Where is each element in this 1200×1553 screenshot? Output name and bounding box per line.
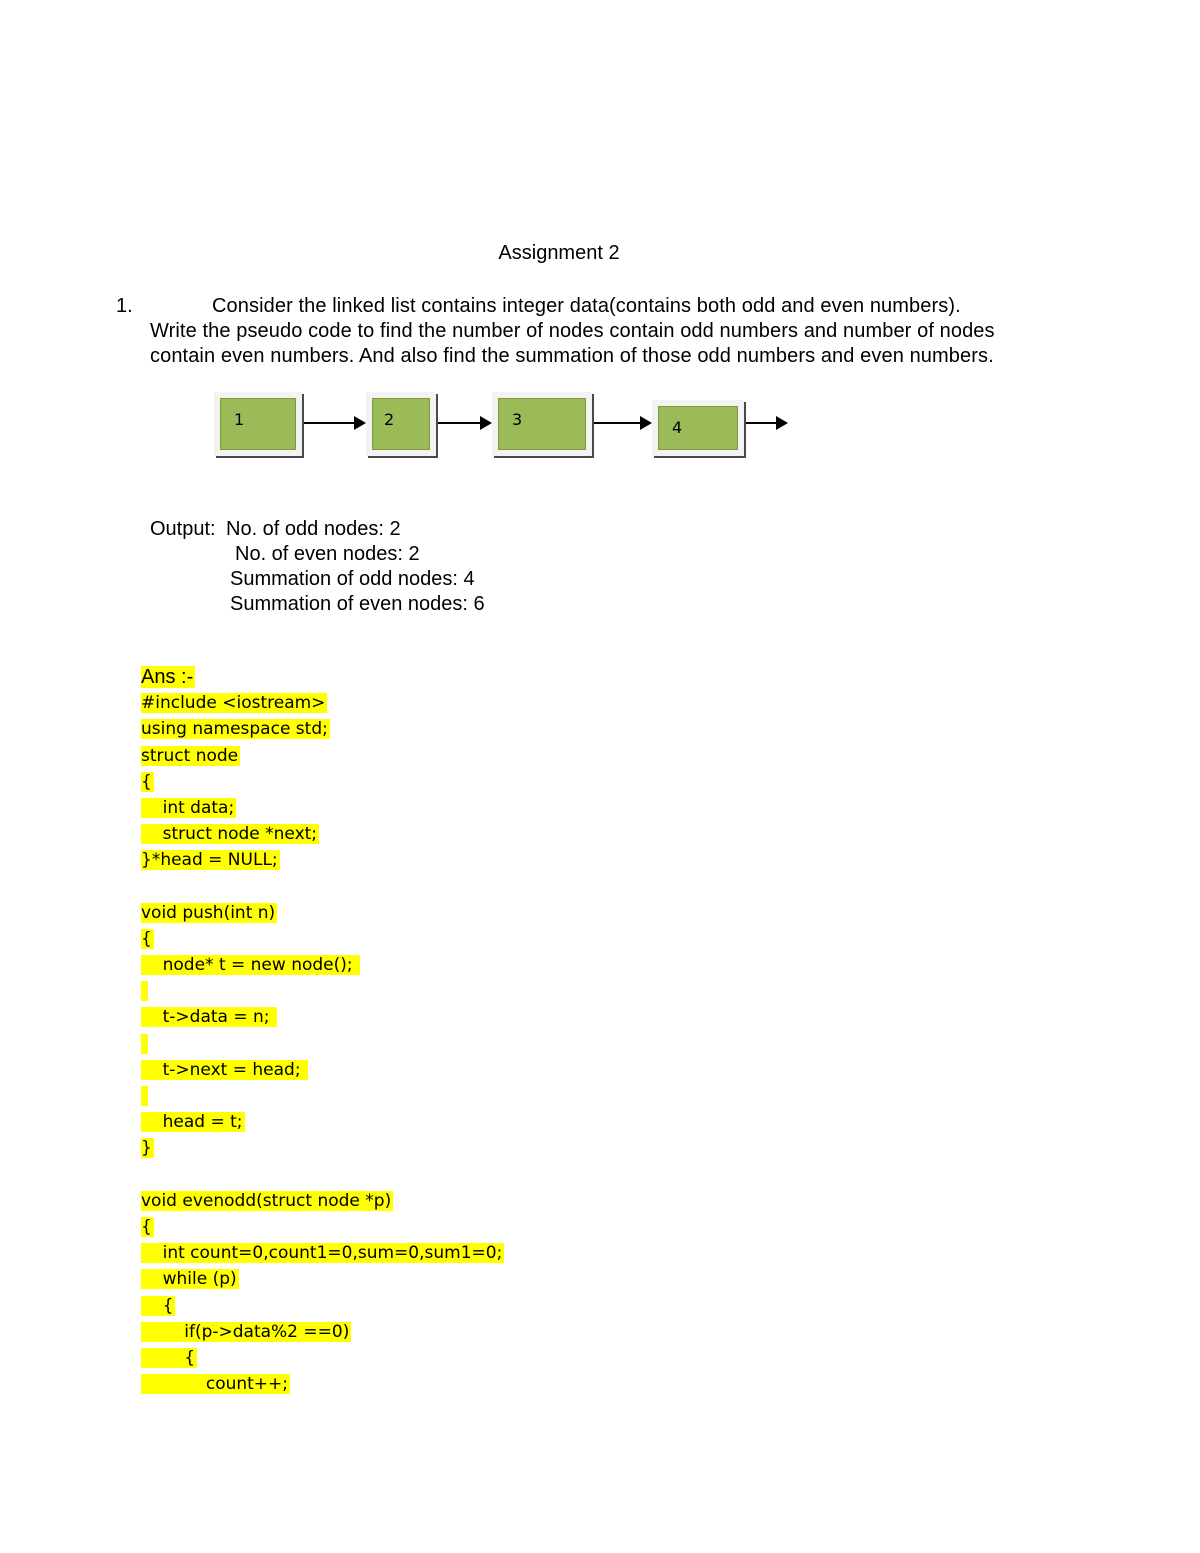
code-line xyxy=(141,952,504,978)
code-line xyxy=(141,795,504,821)
code-text: struct node xyxy=(141,745,239,766)
answer-heading-line xyxy=(141,664,504,690)
code-line xyxy=(141,1109,504,1135)
code-text: t->data = n; xyxy=(141,1007,275,1028)
answer-heading: Ans :- xyxy=(141,666,194,688)
code-line xyxy=(141,1031,504,1057)
question-text-line-3: contain even numbers. And also find the summation of those odd numbers and even numbers. xyxy=(150,345,994,367)
arrow-1 xyxy=(304,422,364,424)
code-text xyxy=(141,1034,148,1054)
code-line xyxy=(141,1371,504,1397)
code-text: node* t = new node(); xyxy=(141,955,359,976)
question-text-line-2: Write the pseudo code to find the number of nodes contain odd numbers and number of nodes xyxy=(150,320,995,342)
code-text xyxy=(141,981,148,1001)
code-text: } xyxy=(141,1138,152,1159)
code-text: #include <iostream> xyxy=(141,693,326,714)
code-text: }*head = NULL; xyxy=(141,850,278,871)
code-text xyxy=(141,1086,148,1106)
code-line xyxy=(141,1004,504,1030)
code-text: { xyxy=(141,1216,152,1237)
code-line xyxy=(141,1345,504,1371)
list-node-4-label: 4 xyxy=(672,418,683,437)
arrow-2 xyxy=(438,422,490,424)
list-node-4 xyxy=(652,400,744,456)
list-node-2-label: 2 xyxy=(384,410,395,429)
code-line xyxy=(141,690,504,716)
code-text: while (p) xyxy=(141,1269,237,1290)
list-node-3-label: 3 xyxy=(512,410,523,429)
code-line xyxy=(141,1188,504,1214)
code-line-empty xyxy=(141,874,504,900)
output-even-count: No. of even nodes: 2 xyxy=(235,543,420,565)
output-odd-sum: Summation of odd nodes: 4 xyxy=(230,568,475,590)
code-text: if(p->data%2 ==0) xyxy=(141,1321,350,1342)
list-node-2 xyxy=(366,392,436,456)
answer-code-block xyxy=(141,664,504,1397)
question-text-line-1: Consider the linked list contains integer data(contains both odd and even numbers). xyxy=(212,295,961,317)
code-text: int data; xyxy=(141,797,235,818)
code-line xyxy=(141,1266,504,1292)
code-text: void push(int n) xyxy=(141,902,276,923)
code-line xyxy=(141,978,504,1004)
code-line-empty xyxy=(141,1162,504,1188)
list-node-1-label: 1 xyxy=(234,410,245,429)
output-even-sum: Summation of even nodes: 6 xyxy=(230,593,485,615)
code-line xyxy=(141,1057,504,1083)
code-line xyxy=(141,1240,504,1266)
output-odd-count: No. of odd nodes: 2 xyxy=(226,518,401,540)
list-node-1 xyxy=(214,392,302,456)
code-line xyxy=(141,716,504,742)
question-number: 1. xyxy=(116,295,133,317)
code-text: struct node *next; xyxy=(141,824,318,845)
code-text: t->next = head; xyxy=(141,1059,306,1080)
list-node-2-body xyxy=(372,398,430,450)
code-text: head = t; xyxy=(141,1112,243,1133)
code-line xyxy=(141,821,504,847)
code-text: { xyxy=(141,771,152,792)
code-text: { xyxy=(141,1347,196,1368)
code-text: using namespace std; xyxy=(141,719,328,740)
code-line xyxy=(141,847,504,873)
code-line xyxy=(141,1083,504,1109)
code-line xyxy=(141,1293,504,1319)
code-line xyxy=(141,1319,504,1345)
code-line xyxy=(141,1135,504,1161)
code-text: count++; xyxy=(141,1374,289,1395)
arrow-3 xyxy=(594,422,650,424)
output-label: Output: xyxy=(150,518,216,540)
code-line xyxy=(141,1214,504,1240)
code-line xyxy=(141,769,504,795)
code-text: { xyxy=(141,928,152,949)
code-line xyxy=(141,900,504,926)
arrow-4 xyxy=(746,422,786,424)
list-node-1-body xyxy=(220,398,296,450)
list-node-4-body xyxy=(658,406,738,450)
list-node-3 xyxy=(492,392,592,456)
code-text: void evenodd(struct node *p) xyxy=(141,1190,392,1211)
code-text: { xyxy=(141,1295,174,1316)
page-title: Assignment 2 xyxy=(498,242,620,264)
code-line xyxy=(141,743,504,769)
code-text: int count=0,count1=0,sum=0,sum1=0; xyxy=(141,1243,503,1264)
code-line xyxy=(141,926,504,952)
